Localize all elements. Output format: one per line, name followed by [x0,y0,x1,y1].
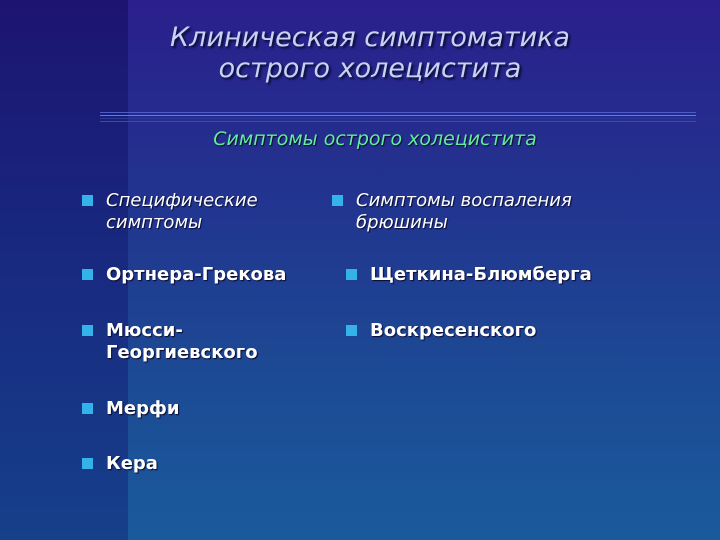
list-item-text: Мюсси- Георгиевского [106,320,258,363]
list-item-text: Мерфи [106,398,180,419]
divider-line [100,118,696,119]
list-item [82,398,179,420]
list-item-text: Ортнера-Грекова [106,264,287,285]
bullet-square-icon [346,269,357,280]
title-line-2: острого холецистита [218,53,522,84]
left-column-header-text: Специфические симптомы [106,190,258,233]
list-item-text: Воскресенского [370,320,537,341]
slide-subtitle: Симптомы острого холецистита [213,128,537,150]
list-item [82,320,258,364]
bullet-square-icon [82,325,93,336]
bullet-square-icon [82,458,93,469]
bullet-square-icon [82,403,93,414]
list-item [346,264,592,286]
bullet-square-icon [332,195,343,206]
divider-line [100,115,696,116]
bullet-square-icon [82,269,93,280]
right-column-header [332,190,572,234]
title-line-1: Клиническая симптоматика [170,22,570,53]
bullet-square-icon [346,325,357,336]
right-column-header-text: Симптомы воспаления брюшины [356,190,572,233]
list-item [346,320,536,342]
list-item [82,453,158,475]
list-item-text: Кера [106,453,158,474]
list-item [82,264,286,286]
left-column-header [82,190,258,234]
bullet-square-icon [82,195,93,206]
title-divider [100,112,696,124]
divider-line [100,112,696,113]
slide-title [100,22,640,84]
list-item-text: Щеткина-Блюмберга [370,264,592,285]
divider-line [100,121,696,122]
